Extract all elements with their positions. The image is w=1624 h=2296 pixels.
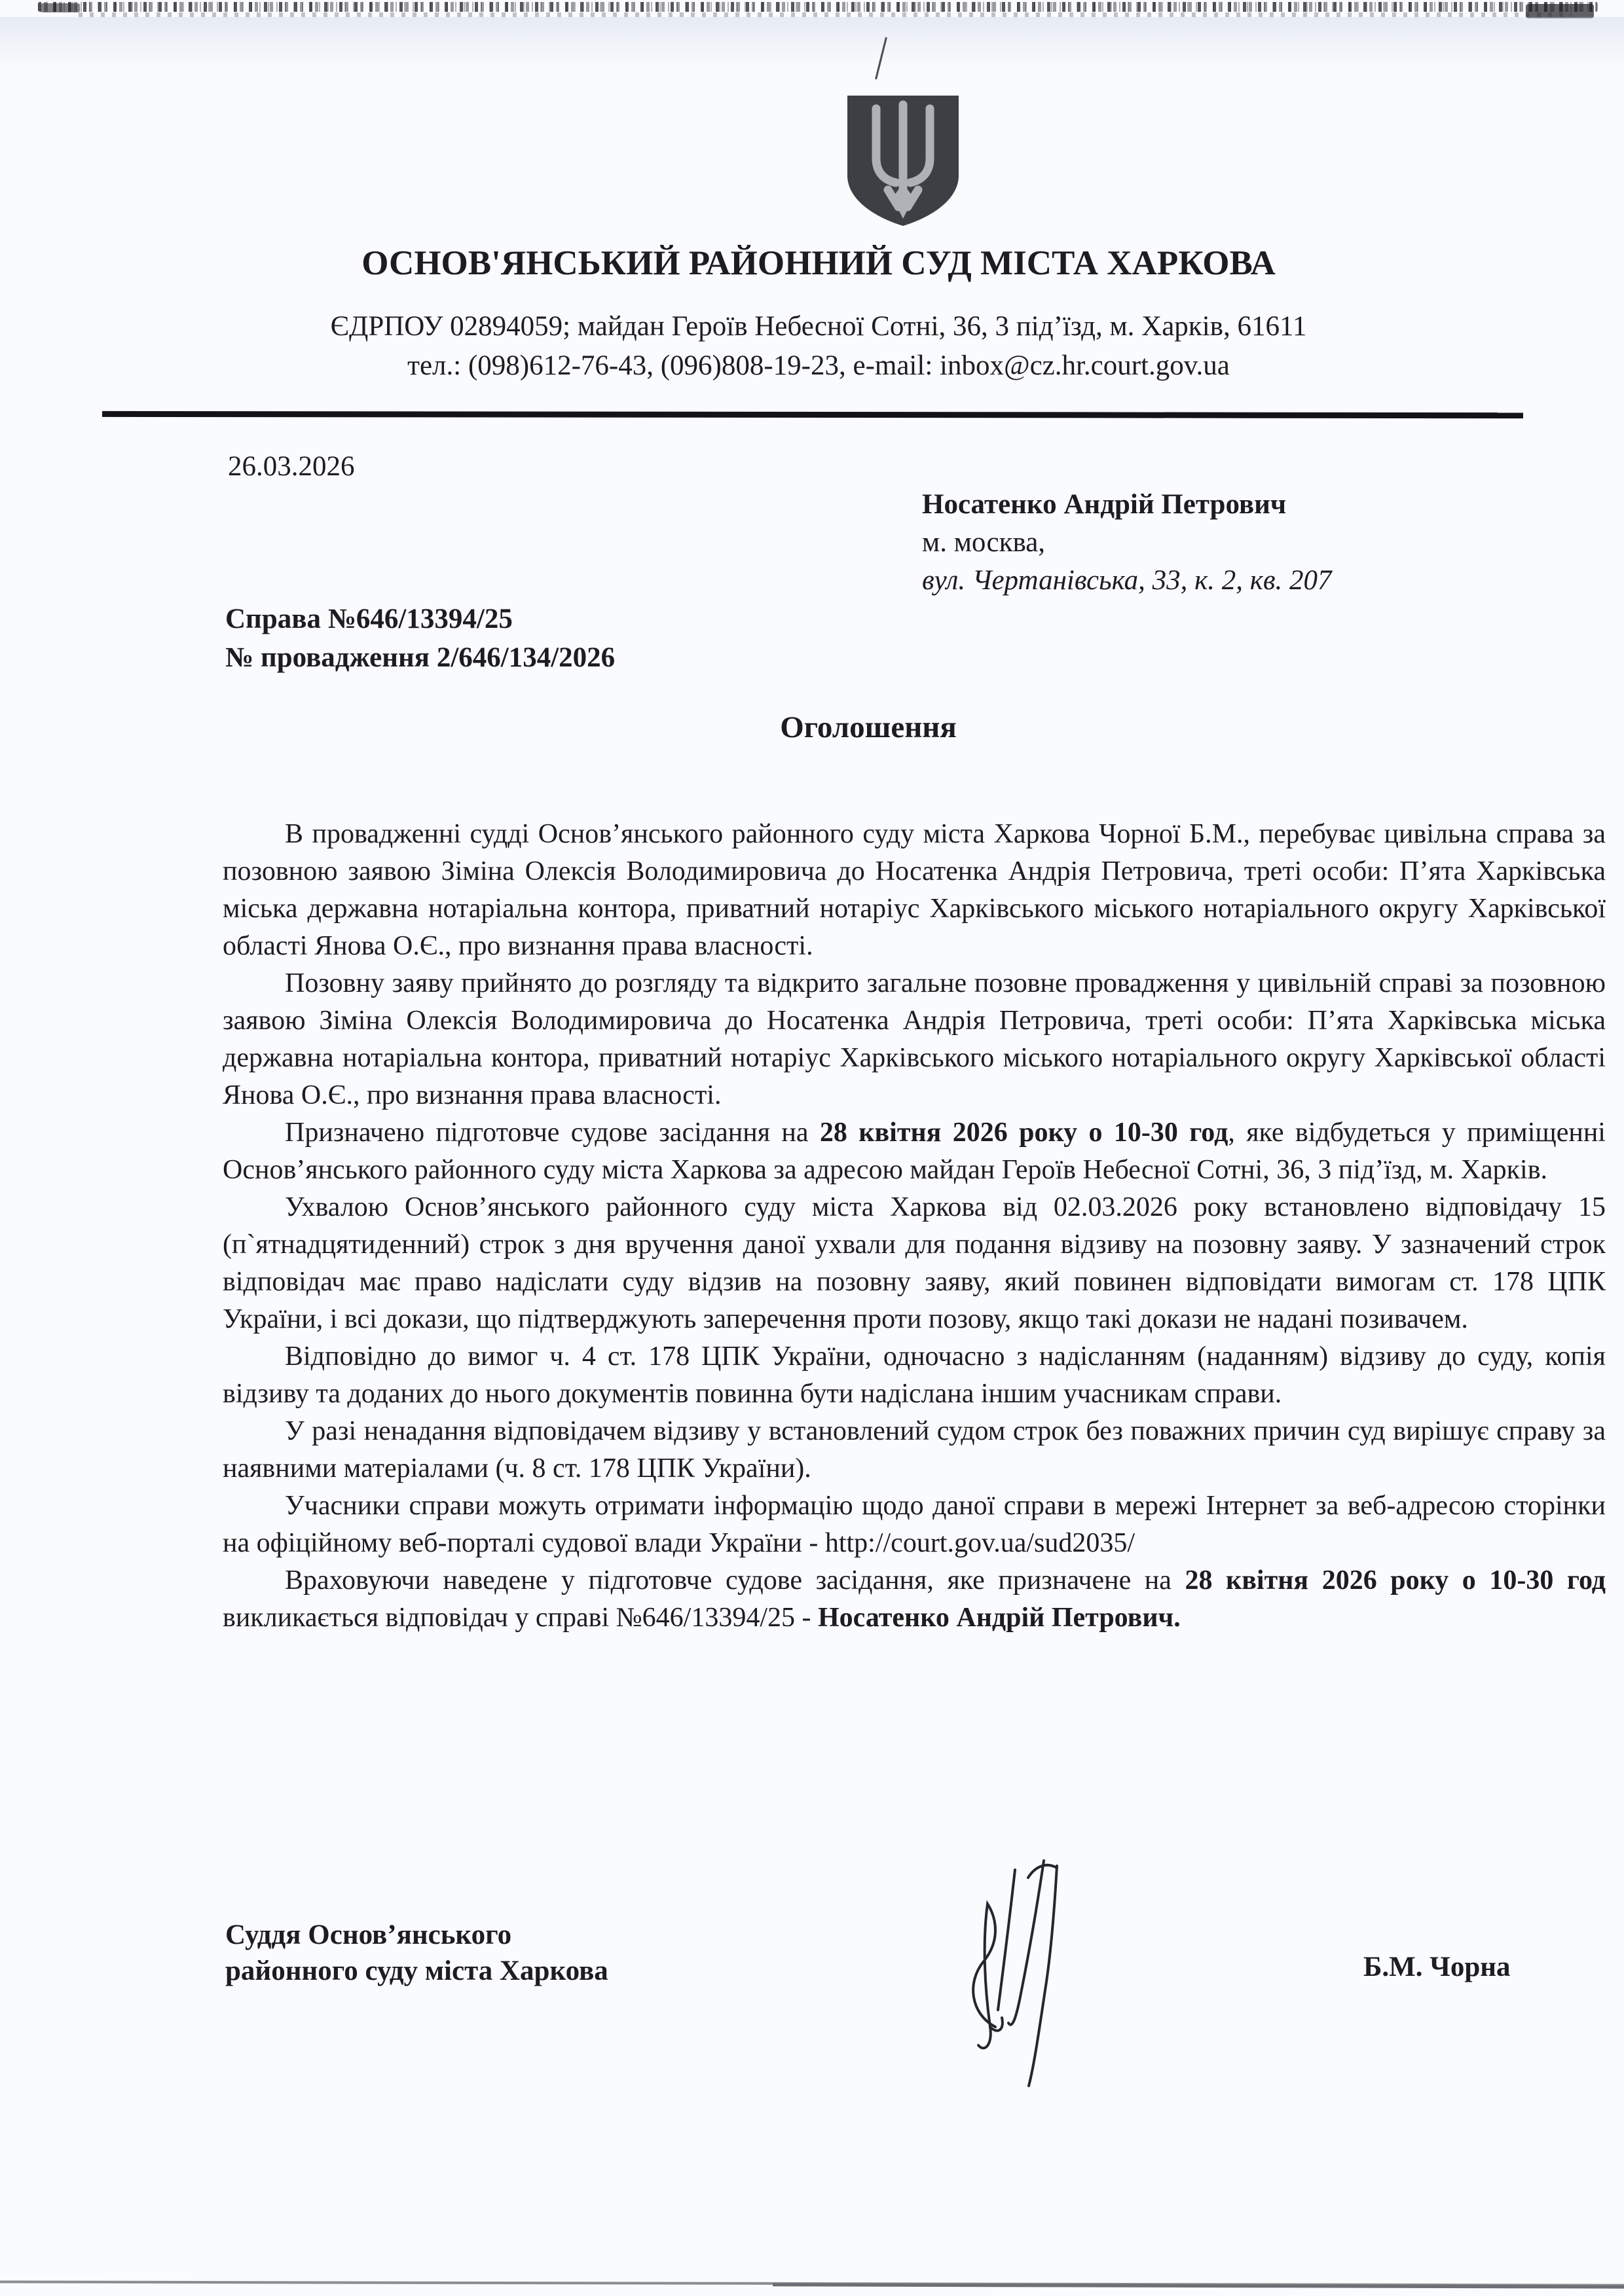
paragraph-4: Ухвалою Основ’янського районного суду міста Харкова від 02.03.2026 року встановлено відповідачу 15 (п`ятнадцятиденний) строк з дня вручення даної ухвали для подання відзиву на позовну заяву. У зазначений строк відповідач має право надіслати суду відзив на позовну заяву, який повинен відповідати вимогам ст. 178 ЦПК України, і всі докази, що підтверджують заперечення проти позову, якщо такі докази не надані позивачем. xyxy=(223,1192,1606,1334)
paragraph-6: У разі ненадання відповідачем відзиву у встановлений судом строк без поважних причин суд вирішує справу за наявними матеріалами (ч. 8 ст. 178 ЦПК України). xyxy=(223,1416,1606,1484)
court-name: ОСНОВ'ЯНСЬКИЙ РАЙОННИЙ СУД МІСТА ХАРКОВА xyxy=(361,244,1276,282)
court-contact-line: тел.: (098)612-76-43, (096)808-19-23, e-mail: inbox@cz.hr.court.gov.ua xyxy=(407,350,1230,381)
proceeding-number: № провадження 2/646/134/2026 xyxy=(225,642,616,673)
court-letterhead xyxy=(39,244,1598,385)
judge-name: Б.М. Чорна xyxy=(1363,1952,1511,1982)
scan-noise-band xyxy=(38,2,1598,12)
handwritten-signature-icon xyxy=(957,1858,1101,2090)
scan-noise-blob xyxy=(1526,4,1594,18)
recipient-name: Носатенко Андрій Петрович xyxy=(922,489,1287,520)
recipient-city: м. москва, xyxy=(922,527,1046,558)
paragraph-7: Учасники справи можуть отримати інформацію щодо даної справи в мережі Інтернет за веб-адресою сторінки на офіційному веб-порталі судової влади України - http://court.gov.ua/sud2035/ xyxy=(223,1491,1606,1558)
ukraine-trident-emblem-icon xyxy=(842,92,964,234)
document-title: Оголошення xyxy=(780,710,957,744)
paragraph-1: В провадженні судді Основ’янського районного суду міста Харкова Чорної Б.М., перебуває цивільна справа за позовною заявою Зіміна Олексія Володимировича до Носатенка Андрія Петровича, треті особи: П’ята Харківська міська державна нотаріальна контора, приватний нотаріус Харківського міського нотаріального округу Харківської області Янова О.Є., про визнання права власності. xyxy=(223,819,1606,961)
paragraph-5: Відповідно до вимог ч. 4 ст. 178 ЦПК України, одночасно з надісланням (наданням) відзиву до суду, копія відзиву та доданих до нього документів повинна бути надіслана іншим учасникам справи. xyxy=(223,1341,1606,1409)
scan-noise-band-secondary xyxy=(79,12,1572,17)
document-body xyxy=(223,816,1606,1637)
judge-title-line1: Суддя Основ’янського xyxy=(225,1920,512,1950)
document-date: 26.03.2026 xyxy=(228,451,355,482)
judge-title-block xyxy=(225,1917,608,1989)
paragraph-8: Враховуючи наведене у підготовче судове засідання, яке призначене на 28 квітня 2026 року о 10-30 год викликається відповідач у справі №646/13394/25 - Носатенко Андрій Петрович. xyxy=(223,1565,1606,1633)
scan-haze xyxy=(0,17,1624,69)
recipient-street: вул. Чертанівська, 33, к. 2, кв. 207 xyxy=(922,565,1332,596)
court-address-line: ЄДРПОУ 02894059; майдан Героїв Небесної Сотні, 36, 3 під’їзд, м. Харків, 61611 xyxy=(330,311,1307,342)
scan-noise-blob xyxy=(41,3,80,12)
paragraph-2: Позовну заяву прийнято до розгляду та відкрито загальне позовне провадження у цивільній справі за позовною заявою Зіміна Олексія Володимировича до Носатенка Андрія Петровича, треті особи: П’ята Харківська міська державна нотаріальна контора, приватний нотаріус Харківського міського нотаріального округу Харківської області Янова О.Є., про визнання права власності. xyxy=(223,968,1606,1110)
recipient-block xyxy=(922,486,1332,600)
case-numbers-block xyxy=(225,600,615,677)
case-number: Справа №646/13394/25 xyxy=(225,604,513,634)
letterhead-divider xyxy=(102,411,1523,418)
paragraph-3: Призначено підготовче судове засідання на 28 квітня 2026 року о 10-30 год, яке відбудеться у приміщенні Основ’янського районного суду міста Харкова за адресою майдан Героїв Небесної Сотні, 36, 3 під’їзд, м. Харків. xyxy=(223,1118,1606,1185)
judge-title-line2: районного суду міста Харкова xyxy=(225,1956,608,1986)
